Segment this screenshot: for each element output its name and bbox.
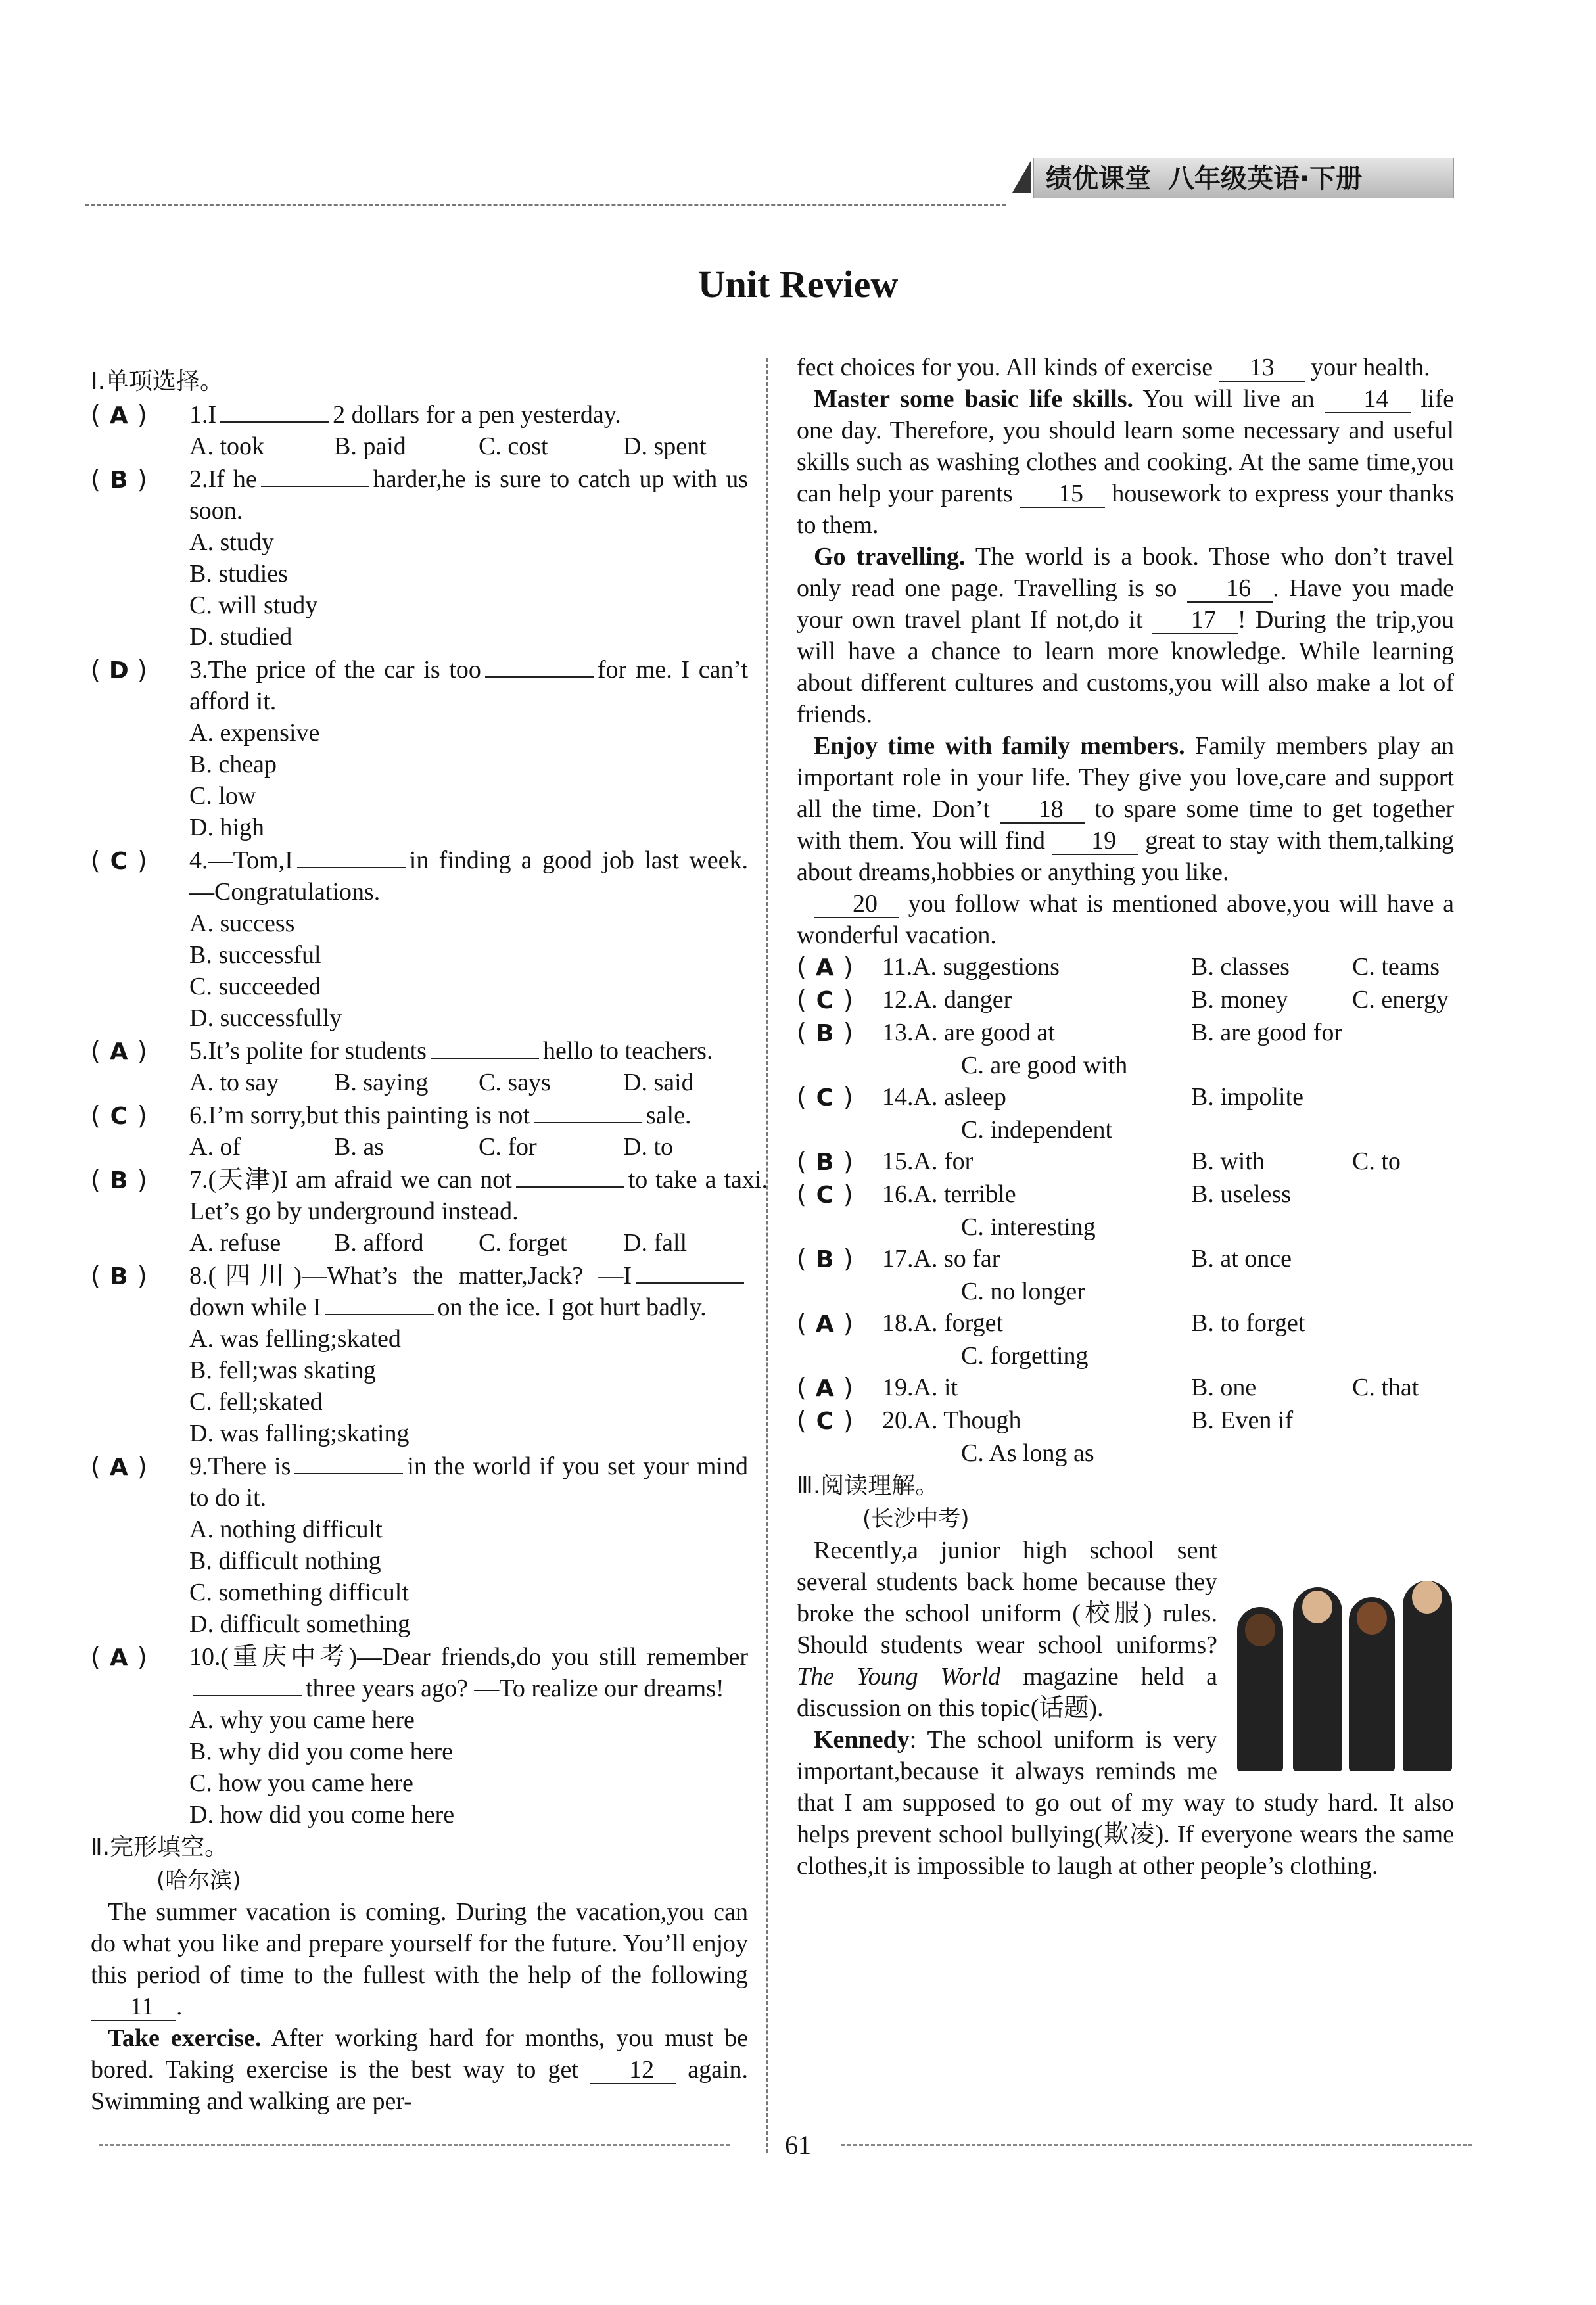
mcq-option-b: B. studies bbox=[189, 560, 288, 588]
cloze-answer-letter: B bbox=[816, 1020, 834, 1047]
mcq-answer-letter: B bbox=[110, 1263, 128, 1290]
cloze-option-a bbox=[882, 1405, 1191, 1436]
cloze-text-p4b: to spare some time to get together with them. You will find bbox=[797, 795, 1455, 854]
mcq-options bbox=[189, 1227, 768, 1259]
mcq-answer-slot: ( B ) bbox=[91, 463, 189, 496]
mcq-body bbox=[189, 1035, 768, 1098]
cloze-text-p3a: The world is a book. Those who don’t travel only read one page. Travelling is so bbox=[797, 543, 1454, 602]
page-title: Unit Review bbox=[697, 263, 899, 306]
section3-source: (长沙中考) bbox=[862, 1506, 970, 1532]
mcq-options bbox=[189, 526, 748, 653]
cloze-choices bbox=[797, 951, 1454, 1469]
cloze-para-exercise bbox=[91, 2022, 748, 2117]
mcq-option-d: D. was falling;skating bbox=[189, 1420, 410, 1447]
cloze-option-a-text: A. danger bbox=[913, 986, 1012, 1013]
cloze-blank-16: 16 bbox=[1187, 575, 1273, 603]
cloze-choice-sub bbox=[797, 1211, 1454, 1243]
mcq-answer-letter: A bbox=[109, 1454, 128, 1481]
cloze-option-a bbox=[882, 1178, 1191, 1210]
cloze-text-p4c: great to stay with them,talking about dreams,hobbies or anything you like. bbox=[797, 827, 1454, 886]
reading-text-1b: magazine held a discussion on this topic(话题). bbox=[797, 1663, 1217, 1722]
student-head-3 bbox=[1357, 1602, 1387, 1635]
mcq-option-c: C. succeeded bbox=[189, 973, 321, 1000]
cloze-option-a-text: A. suggestions bbox=[912, 953, 1060, 981]
mcq-option-c: C. something difficult bbox=[189, 1579, 409, 1606]
mcq-option-d: D. how did you come here bbox=[189, 1801, 455, 1828]
cloze-text-p1a: After working hard for months, you must be bored. Taking exercise is the best way to get bbox=[91, 2024, 748, 2084]
cloze-answer-slot: ( A ) bbox=[797, 1307, 882, 1340]
section3-heading: Ⅲ.阅读理解。 bbox=[797, 1472, 939, 1499]
mcq-stem-post: for me. I can’t afford it. bbox=[189, 656, 748, 715]
section2-source: (哈尔滨) bbox=[156, 1867, 241, 1894]
mcq-body bbox=[189, 463, 748, 653]
mcq-answer-slot: ( B ) bbox=[91, 1164, 189, 1197]
mcq-option-d: D. said bbox=[623, 1069, 694, 1096]
mcq-stem-post: sale. bbox=[645, 1102, 692, 1129]
mcq-option-a: A. study bbox=[189, 528, 274, 556]
cloze-answer-letter: C bbox=[816, 987, 834, 1014]
cloze-option-b: B. useless bbox=[1191, 1180, 1291, 1208]
mcq-option-a: A. was felling;skated bbox=[189, 1325, 401, 1353]
mcq-body bbox=[189, 654, 748, 843]
cloze-option-a bbox=[882, 984, 1191, 1015]
cloze-blank-17: 17 bbox=[1152, 607, 1238, 634]
mcq-body bbox=[189, 1164, 768, 1259]
mcq-question-5 bbox=[91, 1035, 748, 1098]
cloze-text-p2a: You will live an bbox=[1142, 385, 1315, 413]
mcq-answer-letter: B bbox=[110, 1167, 128, 1194]
mcq-number: 9. bbox=[189, 1453, 208, 1480]
cloze-option-a-text: A. for bbox=[913, 1148, 974, 1175]
cloze-option-c: C. that bbox=[1352, 1374, 1419, 1401]
student-head-2 bbox=[1302, 1591, 1332, 1623]
mcq-option-a: A. why you came here bbox=[189, 1706, 415, 1734]
reading-magazine: The Young World bbox=[797, 1663, 1001, 1690]
cloze-answer-letter: A bbox=[815, 1375, 834, 1402]
mcq-answer-letter: C bbox=[110, 848, 128, 875]
mcq-number: 3. bbox=[189, 656, 208, 684]
cloze-text-p2c: housework to express your thanks to them. bbox=[797, 480, 1455, 539]
mcq-stem-pre: I bbox=[208, 401, 217, 429]
mcq-body bbox=[189, 845, 748, 1034]
cloze-blank-14: 14 bbox=[1325, 386, 1411, 413]
right-column bbox=[797, 352, 1454, 1882]
mcq-option-d: D. fall bbox=[623, 1229, 688, 1257]
cloze-option-c-wrapped: C. forgetting bbox=[961, 1342, 1089, 1370]
cloze-option-b: B. are good for bbox=[1191, 1019, 1343, 1046]
cloze-text-p1b-left: again. Swimming and walking are per- bbox=[91, 2056, 749, 2115]
mcq-number: 7. bbox=[189, 1166, 208, 1194]
mcq-blank bbox=[516, 1164, 624, 1188]
mcq-stem-pre: I’m sorry,but this painting is not bbox=[208, 1102, 530, 1129]
mcq-answer-letter: A bbox=[109, 1038, 128, 1065]
cloze-text-p2b: life one day. Therefore, you should learn some necessary and useful skills such as washing clothes and cooking. At the same time,you can help your parents bbox=[797, 385, 1455, 507]
cloze-option-a-text: A. Though bbox=[913, 1407, 1021, 1434]
cloze-choice-sub bbox=[797, 1114, 1454, 1146]
mcq-options bbox=[189, 908, 748, 1034]
cloze-blank-18: 18 bbox=[1000, 796, 1085, 824]
mcq-option-c: C. will study bbox=[189, 592, 318, 619]
mcq-blank bbox=[534, 1100, 642, 1123]
cloze-answer-letter: C bbox=[816, 1408, 834, 1435]
cloze-answer-letter: A bbox=[815, 954, 834, 981]
cloze-option-b: B. money bbox=[1191, 986, 1288, 1013]
cloze-option-c-wrapped: C. are good with bbox=[961, 1052, 1128, 1079]
mcq-blank bbox=[220, 399, 329, 423]
mcq-body bbox=[189, 1451, 748, 1640]
cloze-option-c: C. to bbox=[1352, 1148, 1401, 1175]
cloze-option-a-text: A. so far bbox=[913, 1245, 1000, 1272]
mcq-answer-slot: ( D ) bbox=[91, 654, 189, 687]
mcq-question-1 bbox=[91, 399, 748, 462]
cloze-option-a-text: A. forget bbox=[913, 1309, 1003, 1337]
mcq-option-b: B. successful bbox=[189, 941, 321, 969]
mcq-question-4 bbox=[91, 845, 748, 1034]
cloze-answer-letter: C bbox=[816, 1182, 834, 1209]
cloze-choice-number: 12. bbox=[882, 986, 914, 1013]
cloze-lead-travel: Go travelling. bbox=[814, 543, 966, 570]
cloze-option-c: C. teams bbox=[1352, 953, 1440, 981]
cloze-blank-13: 13 bbox=[1219, 354, 1305, 382]
students-uniform-photo bbox=[1231, 1541, 1454, 1771]
section1-heading: Ⅰ.单项选择。 bbox=[91, 368, 224, 395]
mcq-stem-pre: It’s polite for students bbox=[208, 1037, 427, 1065]
mcq-stem-post: three years ago? —To realize our dreams! bbox=[306, 1675, 724, 1702]
cloze-choice-20 bbox=[797, 1405, 1454, 1437]
mcq-option-a: A. nothing difficult bbox=[189, 1516, 383, 1543]
cloze-choice-number: 14. bbox=[882, 1083, 914, 1111]
mcq-blank bbox=[431, 1035, 539, 1059]
cloze-option-b: B. at once bbox=[1191, 1245, 1292, 1272]
cloze-choice-15 bbox=[797, 1146, 1454, 1178]
mcq-option-d: D. studied bbox=[189, 623, 293, 651]
mcq-stem-post: in the world if you set your mind to do it. bbox=[189, 1453, 748, 1512]
cloze-option-b: B. one bbox=[1191, 1374, 1257, 1401]
mcq-blank bbox=[294, 1451, 403, 1474]
mcq-question-6 bbox=[91, 1100, 748, 1163]
reading-speaker: Kennedy bbox=[814, 1726, 910, 1754]
mcq-number: 8. bbox=[189, 1262, 208, 1290]
mcq-option-d: D. successfully bbox=[189, 1004, 342, 1032]
mcq-option-a: A. expensive bbox=[189, 719, 320, 747]
cloze-choice-number: 15. bbox=[882, 1148, 914, 1175]
mcq-option-b: B. paid bbox=[334, 432, 406, 460]
cloze-option-c-wrapped: C. interesting bbox=[961, 1213, 1096, 1241]
cloze-answer-slot: ( C ) bbox=[797, 984, 882, 1017]
cloze-text-p1b-right: fect choices for you. All kinds of exercise bbox=[797, 354, 1213, 381]
mcq-option-c: C. forget bbox=[479, 1229, 567, 1257]
mcq-stem-pre: (重庆中考)—Dear friends,do you still remember bbox=[220, 1643, 748, 1671]
cloze-choice-sub bbox=[797, 1437, 1454, 1469]
mcq-option-b: B. saying bbox=[334, 1069, 429, 1096]
cloze-option-c-wrapped: C. As long as bbox=[961, 1439, 1094, 1467]
mcq-option-b: B. difficult nothing bbox=[189, 1547, 381, 1575]
mcq-answer-slot: ( A ) bbox=[91, 1641, 189, 1674]
cloze-choice-12 bbox=[797, 984, 1454, 1017]
mcq-option-c: C. low bbox=[189, 782, 256, 810]
mcq-option-a: A. success bbox=[189, 910, 295, 937]
cloze-text-p4a: Family members play an important role in your life. They give you love,care and support all the time. Don’t bbox=[797, 732, 1454, 823]
cloze-lead-family: Enjoy time with family members. bbox=[814, 732, 1185, 760]
mcq-answer-letter: A bbox=[109, 1644, 128, 1671]
cloze-choice-number: 20. bbox=[882, 1407, 914, 1434]
mcq-option-a: A. of bbox=[189, 1133, 241, 1161]
cloze-option-c: C. energy bbox=[1352, 986, 1449, 1013]
student-head-4 bbox=[1412, 1581, 1442, 1614]
cloze-choice-sub bbox=[797, 1276, 1454, 1307]
mcq-option-b: B. as bbox=[334, 1133, 384, 1161]
cloze-blank-11: 11 bbox=[91, 1993, 176, 2021]
mcq-answer-letter: C bbox=[110, 1103, 128, 1130]
mcq-number: 4. bbox=[189, 847, 208, 874]
left-column bbox=[91, 365, 768, 2117]
cloze-option-b: B. impolite bbox=[1191, 1083, 1303, 1111]
mcq-option-d: D. spent bbox=[623, 432, 707, 460]
cloze-blank-12: 12 bbox=[590, 2057, 676, 2084]
mcq-stem-pre: —Tom,I bbox=[208, 847, 293, 874]
cloze-para-family bbox=[797, 730, 1454, 888]
cloze-answer-letter: B bbox=[816, 1149, 834, 1176]
cloze-text-p3c: ! During the trip,you will have a chance to learn more knowledge. While learning about different cultures and customs,you will also make a lot of friends. bbox=[797, 606, 1455, 728]
cloze-answer-slot: ( A ) bbox=[797, 1372, 882, 1405]
cloze-text-p1c: your health. bbox=[1311, 354, 1430, 381]
mcq-answer-slot: ( A ) bbox=[91, 1451, 189, 1483]
cloze-intro-text: The summer vacation is coming. During the vacation,you can do what you like and prepare yourself for the future. You’ll enjoy this period of time to the fullest with the help of the following bbox=[91, 1898, 748, 1989]
student-head-1 bbox=[1245, 1614, 1275, 1646]
mcq-option-c: C. fell;skated bbox=[189, 1388, 323, 1416]
mcq-stem-post: to take a taxi. Let’s go by underground instead. bbox=[189, 1166, 768, 1225]
cloze-answer-slot: ( C ) bbox=[797, 1178, 882, 1211]
cloze-para-skills bbox=[797, 383, 1454, 541]
cloze-choice-16 bbox=[797, 1178, 1454, 1211]
mcq-options bbox=[189, 1067, 768, 1098]
mcq-stem-pre: (天津)I am afraid we can not bbox=[208, 1166, 512, 1194]
mcq-option-b: B. cheap bbox=[189, 751, 277, 778]
cloze-blank-15: 15 bbox=[1020, 480, 1105, 508]
cloze-choice-number: 13. bbox=[882, 1019, 914, 1046]
mcq-answer-slot: ( C ) bbox=[91, 845, 189, 877]
cloze-choice-11 bbox=[797, 951, 1454, 984]
cloze-choice-sub bbox=[797, 1340, 1454, 1372]
cloze-option-a bbox=[882, 1307, 1191, 1339]
cloze-text-p3b: . Have you made your own travel plant If not,do it bbox=[797, 574, 1455, 634]
mcq-option-c: C. says bbox=[479, 1069, 551, 1096]
mcq-stem-mid: down while I bbox=[189, 1293, 321, 1321]
cloze-choice-13 bbox=[797, 1017, 1454, 1050]
mcq-answer-letter: B bbox=[110, 467, 128, 494]
reading-text-1a: Recently,a junior high school sent several students back home because they broke the school uniform (校服) rules. Should students wear school uniforms? bbox=[797, 1537, 1217, 1659]
mcq-options bbox=[189, 1704, 748, 1830]
cloze-answer-letter: B bbox=[816, 1246, 834, 1273]
cloze-answer-letter: C bbox=[816, 1084, 834, 1111]
mcq-blank bbox=[485, 654, 594, 678]
page-number: 61 bbox=[785, 2130, 811, 2160]
mcq-stem-post: hello to teachers. bbox=[542, 1037, 713, 1065]
cloze-blank-20: 20 bbox=[814, 891, 899, 918]
mcq-blank-2 bbox=[325, 1292, 434, 1315]
mcq-number: 10. bbox=[189, 1643, 221, 1671]
cloze-choice-14 bbox=[797, 1081, 1454, 1114]
cloze-answer-letter: A bbox=[815, 1311, 834, 1338]
cloze-answer-slot: ( B ) bbox=[797, 1243, 882, 1276]
cloze-option-c-wrapped: C. no longer bbox=[961, 1278, 1085, 1305]
mcq-stem-post: 2 dollars for a pen yesterday. bbox=[333, 401, 621, 429]
header-dashed-line bbox=[85, 204, 1006, 206]
mcq-stem-post: in finding a good job last week. —Congratulations. bbox=[189, 847, 748, 906]
header-brand: 绩优课堂 bbox=[1046, 164, 1151, 194]
mcq-option-d: D. to bbox=[623, 1133, 673, 1161]
mcq-option-b: B. afford bbox=[334, 1229, 424, 1257]
mcq-option-a: A. refuse bbox=[189, 1229, 281, 1257]
mcq-options bbox=[189, 431, 768, 462]
mcq-stem-post: harder,he is sure to catch up with us soon. bbox=[189, 465, 748, 524]
cloze-option-a bbox=[882, 1372, 1191, 1403]
cloze-answer-slot: ( B ) bbox=[797, 1017, 882, 1050]
header-volume: 下册 bbox=[1309, 164, 1363, 194]
mcq-number: 2. bbox=[189, 465, 208, 493]
mcq-options bbox=[189, 1514, 748, 1640]
cloze-option-c-wrapped: C. independent bbox=[961, 1116, 1113, 1144]
cloze-choice-17 bbox=[797, 1243, 1454, 1276]
cloze-choice-number: 17. bbox=[882, 1245, 914, 1272]
mcq-stem-pre: (四川)—What’s the matter,Jack? —I bbox=[208, 1262, 632, 1290]
cloze-para-final bbox=[797, 888, 1454, 951]
header-course: 八年级英语 bbox=[1168, 164, 1300, 194]
footer-dashed-right bbox=[841, 2144, 1472, 2146]
cloze-answer-slot: ( B ) bbox=[797, 1146, 882, 1178]
mcq-list bbox=[91, 399, 768, 1830]
mcq-question-7 bbox=[91, 1164, 768, 1259]
mcq-blank bbox=[193, 1673, 302, 1696]
cloze-text-p5: you follow what is mentioned above,you will have a wonderful vacation. bbox=[797, 890, 1455, 949]
cloze-option-a bbox=[882, 1243, 1191, 1274]
cloze-lead-skills: Master some basic life skills. bbox=[814, 385, 1133, 413]
cloze-option-b: B. with bbox=[1191, 1148, 1265, 1175]
cloze-choice-19 bbox=[797, 1372, 1454, 1405]
mcq-blank bbox=[636, 1260, 744, 1284]
mcq-options bbox=[189, 717, 748, 843]
mcq-body bbox=[189, 1641, 748, 1830]
cloze-choice-number: 11. bbox=[882, 953, 913, 981]
mcq-answer-slot: ( A ) bbox=[91, 1035, 189, 1068]
cloze-option-a bbox=[882, 951, 1191, 983]
cloze-para-exercise-cont bbox=[797, 352, 1454, 383]
mcq-body bbox=[189, 399, 768, 462]
cloze-intro: The summer vacation is coming. During the vacation,you can do what you like and prepare yourself for the future. You’ll enjoy this period of time to the fullest with the help of the following 11 . bbox=[91, 1898, 748, 2020]
cloze-blank-19: 19 bbox=[1052, 827, 1138, 855]
mcq-question-9 bbox=[91, 1451, 748, 1640]
cloze-choice-number: 19. bbox=[882, 1374, 914, 1401]
mcq-blank bbox=[297, 845, 406, 868]
mcq-number: 1. bbox=[189, 401, 208, 429]
mcq-options bbox=[189, 1323, 748, 1449]
cloze-option-a-text: A. terrible bbox=[913, 1180, 1016, 1208]
cloze-option-a bbox=[882, 1081, 1191, 1113]
mcq-number: 5. bbox=[189, 1037, 208, 1065]
cloze-option-a-text: A. are good at bbox=[913, 1019, 1055, 1046]
mcq-option-c: C. for bbox=[479, 1133, 537, 1161]
mcq-body bbox=[189, 1100, 768, 1163]
mcq-option-d: D. difficult something bbox=[189, 1610, 410, 1638]
cloze-lead-exercise: Take exercise. bbox=[108, 2024, 262, 2052]
mcq-answer-letter: D bbox=[108, 657, 129, 684]
header-banner bbox=[1033, 158, 1454, 198]
mcq-option-d: D. high bbox=[189, 814, 264, 841]
mcq-option-c: C. how you came here bbox=[189, 1769, 413, 1797]
cloze-answer-slot: ( C ) bbox=[797, 1081, 882, 1114]
mcq-blank bbox=[261, 463, 369, 487]
cloze-answer-slot: ( C ) bbox=[797, 1405, 882, 1437]
cloze-choice-number: 18. bbox=[882, 1309, 914, 1337]
mcq-stem-pre: There is bbox=[208, 1453, 291, 1480]
mcq-stem-pre: If he bbox=[208, 465, 257, 493]
mcq-stem-pre: The price of the car is too bbox=[208, 656, 481, 684]
header-dot: · bbox=[1300, 164, 1310, 194]
cloze-option-b: B. Even if bbox=[1191, 1407, 1294, 1434]
mcq-answer-slot: ( C ) bbox=[91, 1100, 189, 1132]
mcq-answer-slot: ( B ) bbox=[91, 1260, 189, 1293]
mcq-stem-post: on the ice. I got hurt badly. bbox=[437, 1293, 707, 1321]
section2-heading: Ⅱ.完形填空。 bbox=[91, 1834, 229, 1861]
cloze-para-travel bbox=[797, 541, 1454, 730]
mcq-option-c: C. cost bbox=[479, 432, 548, 460]
cloze-choice-18 bbox=[797, 1307, 1454, 1340]
mcq-option-a: A. took bbox=[189, 432, 264, 460]
reading-text-2: : The school uniform is very important,because it always reminds me that I am supposed to go out of my way to study hard. It also helps prevent school bullying(欺凌). If everyone wears the same clothes,it is impossible to laugh at other people’s clothing. bbox=[797, 1726, 1454, 1880]
cloze-option-b: B. classes bbox=[1191, 953, 1290, 981]
mcq-option-a: A. to say bbox=[189, 1069, 279, 1096]
mcq-question-3 bbox=[91, 654, 748, 843]
mcq-number: 6. bbox=[189, 1102, 208, 1129]
cloze-option-b: B. to forget bbox=[1191, 1309, 1305, 1337]
cloze-choice-sub bbox=[797, 1050, 1454, 1081]
mcq-option-b: B. fell;was skating bbox=[189, 1357, 376, 1384]
cloze-option-a bbox=[882, 1017, 1191, 1048]
mcq-options bbox=[189, 1131, 768, 1163]
mcq-answer-slot: ( A ) bbox=[91, 399, 189, 432]
cloze-option-a bbox=[882, 1146, 1191, 1177]
header-triangle-icon bbox=[1012, 161, 1031, 193]
cloze-choice-number: 16. bbox=[882, 1180, 914, 1208]
cloze-option-a-text: A. it bbox=[913, 1374, 958, 1401]
cloze-answer-slot: ( A ) bbox=[797, 951, 882, 984]
cloze-option-a-text: A. asleep bbox=[913, 1083, 1006, 1111]
mcq-option-b: B. why did you come here bbox=[189, 1738, 454, 1765]
mcq-body bbox=[189, 1260, 748, 1449]
mcq-question-8 bbox=[91, 1260, 748, 1449]
mcq-answer-letter: A bbox=[109, 402, 128, 429]
mcq-question-2 bbox=[91, 463, 748, 653]
mcq-question-10 bbox=[91, 1641, 748, 1830]
